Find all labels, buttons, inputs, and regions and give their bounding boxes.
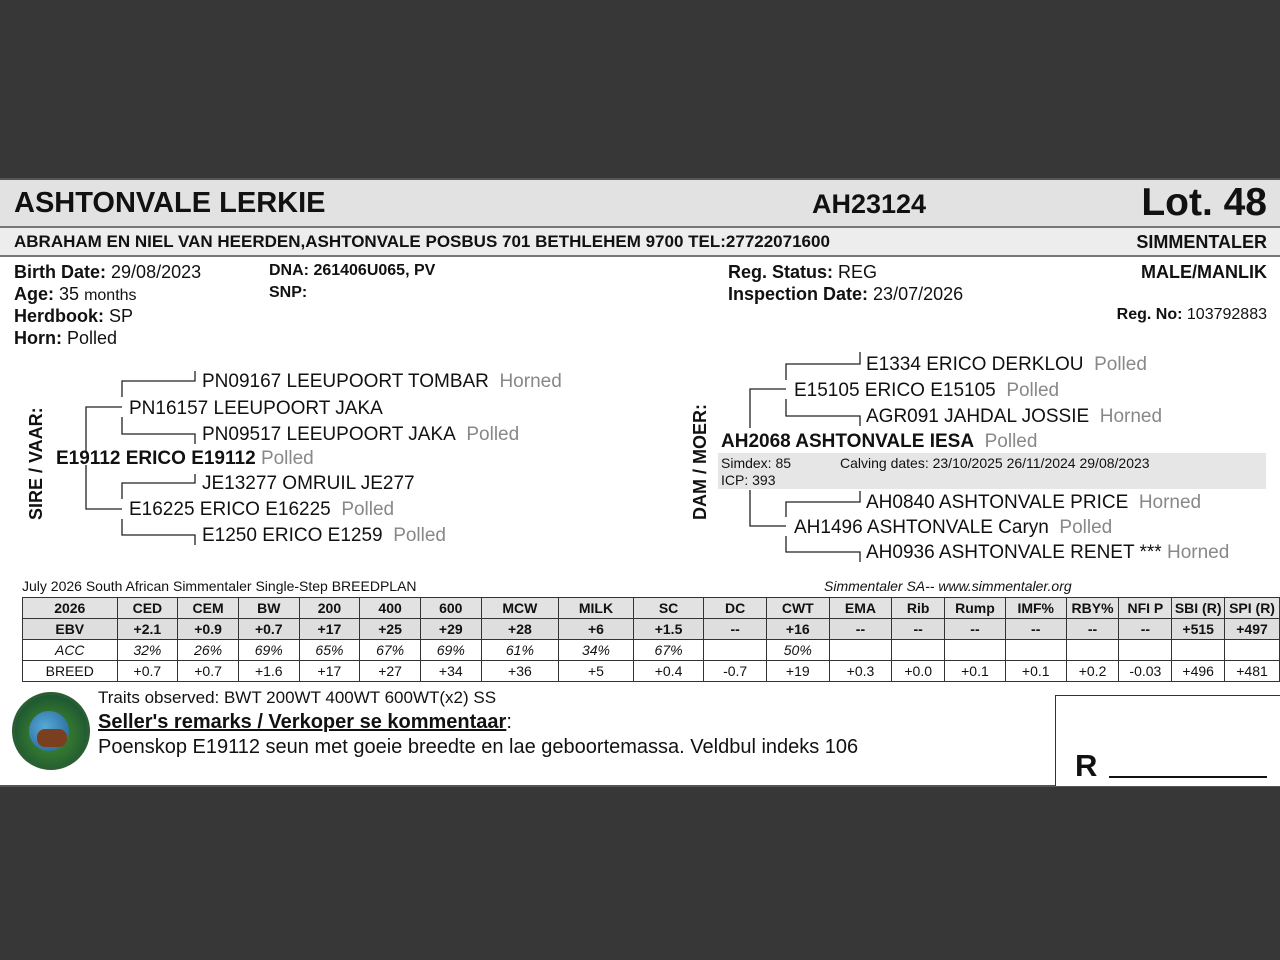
reg-number: Reg. No: 103792883 [1116, 306, 1267, 323]
ebv-cell: +6 [559, 619, 634, 640]
ebv-cell: RBY% [1066, 598, 1119, 619]
ebv-cell: -- [1119, 619, 1172, 640]
ebv-cell: +5 [559, 661, 634, 682]
ebv-cell: NFI P [1119, 598, 1172, 619]
ebv-cell: BW [238, 598, 299, 619]
age: Age: 35 months [14, 284, 137, 304]
ebv-cell: Rump [945, 598, 1006, 619]
breeder-address: ABRAHAM EN NIEL VAN HEERDEN,ASHTONVALE POSBUS 701 BETHLEHEM 9700 TEL:27722071600 [14, 232, 830, 251]
ebv-cell: -0.7 [704, 661, 767, 682]
ebv-cell [1066, 640, 1119, 661]
ebv-cell: 32% [117, 640, 178, 661]
sire-sire-dam: PN09517 LEEUPOORT JAKA Polled [202, 424, 520, 445]
ebv-row [23, 619, 1280, 640]
dam-dam-dam: AH0936 ASHTONVALE RENET *** Horned [866, 542, 1230, 563]
ebv-cell: +36 [481, 661, 559, 682]
ebv-cell: +0.2 [1066, 661, 1119, 682]
ebv-cell: +515 [1172, 619, 1225, 640]
price-r-label: R [1075, 748, 1098, 783]
dam-simdex: Simdex: 85 [721, 455, 792, 471]
breedplan-title: July 2026 South African Simmentaler Single-Step BREEDPLAN [22, 578, 417, 594]
ebv-cell: 50% [766, 640, 829, 661]
breed-name: SIMMENTALER [1136, 232, 1267, 252]
ebv-cell: 69% [420, 640, 481, 661]
ebv-cell: 200 [299, 598, 360, 619]
ebv-cell: +481 [1225, 661, 1280, 682]
ebv-cell: IMF% [1005, 598, 1066, 619]
ebv-cell: MILK [559, 598, 634, 619]
dam-sire: E15105 ERICO E15105 Polled [794, 380, 1060, 401]
ebv-cell: MCW [481, 598, 559, 619]
sex: MALE/MANLIK [1141, 262, 1267, 282]
sire-dam: E16225 ERICO E16225 Polled [129, 499, 395, 520]
ebv-cell: CEM [178, 598, 239, 619]
inspection-date: Inspection Date: 23/07/2026 [728, 284, 964, 304]
traits-observed: Traits observed: BWT 200WT 400WT 600WT(x2) SS [98, 688, 497, 707]
ebv-cell: +16 [766, 619, 829, 640]
dam-dam: AH1496 ASHTONVALE Caryn Polled [794, 517, 1113, 538]
ebv-cell: EBV [23, 619, 118, 640]
dam-sire-dam: AGR091 JAHDAL JOSSIE Horned [866, 406, 1163, 427]
dam-calving-dates: Calving dates: 23/10/2025 26/11/2024 29/08/2023 [840, 455, 1150, 471]
ebv-cell: SC [633, 598, 704, 619]
ebv-cell [1172, 640, 1225, 661]
snp: SNP: [269, 284, 308, 301]
sire-dam-dam: E1250 ERICO E1259 Polled [202, 525, 447, 546]
ebv-cell: Rib [892, 598, 945, 619]
ebv-cell: +0.7 [117, 661, 178, 682]
ebv-cell: CWT [766, 598, 829, 619]
ebv-cell [1225, 640, 1280, 661]
ebv-cell: 34% [559, 640, 634, 661]
ebv-cell: +1.6 [238, 661, 299, 682]
acc-row [23, 640, 1280, 661]
ebv-cell: +0.7 [238, 619, 299, 640]
sire-side-label: SIRE / VAAR: [26, 407, 46, 520]
dam-animal: AH2068 ASHTONVALE IESA Polled [721, 431, 1038, 452]
sire-sire-sire: PN09167 LEEUPOORT TOMBAR Horned [202, 371, 562, 392]
dam-sire-sire: E1334 ERICO DERKLOU Polled [866, 354, 1147, 375]
ebv-cell: EMA [829, 598, 892, 619]
ebv-cell: CED [117, 598, 178, 619]
ebv-cell: +19 [766, 661, 829, 682]
ebv-cell: -- [829, 619, 892, 640]
ebv-cell: +25 [360, 619, 421, 640]
ebv-header-row [23, 598, 1280, 619]
dam-dam-sire: AH0840 ASHTONVALE PRICE Horned [866, 492, 1202, 513]
ebv-cell: +497 [1225, 619, 1280, 640]
seller-remarks-heading: Seller's remarks / Verkoper se kommentaar: [98, 711, 512, 733]
ebv-cell [704, 640, 767, 661]
ebv-cell: +1.5 [633, 619, 704, 640]
ebv-cell [945, 640, 1006, 661]
ebv-cell: +496 [1172, 661, 1225, 682]
ebv-cell [1005, 640, 1066, 661]
ebv-cell: +0.1 [1005, 661, 1066, 682]
ebv-cell: -- [1005, 619, 1066, 640]
ebv-cell: -0.03 [1119, 661, 1172, 682]
sire-sire: PN16157 LEEUPOORT JAKA [129, 398, 383, 419]
ebv-cell: +34 [420, 661, 481, 682]
reg-status: Reg. Status: REG [728, 262, 878, 282]
ebv-cell: ACC [23, 640, 118, 661]
ebv-cell: +27 [360, 661, 421, 682]
ebv-cell: 400 [360, 598, 421, 619]
ebv-cell: +0.1 [945, 661, 1006, 682]
ebv-cell: +29 [420, 619, 481, 640]
price-box [1055, 695, 1280, 786]
ebv-cell: 600 [420, 598, 481, 619]
ebv-cell: +2.1 [117, 619, 178, 640]
ebv-cell: 65% [299, 640, 360, 661]
ebv-cell: +0.7 [178, 661, 239, 682]
dam-side-label: DAM / MOER: [690, 404, 710, 520]
ebv-cell: BREED [23, 661, 118, 682]
breed-row [23, 661, 1280, 682]
ebv-cell: 67% [633, 640, 704, 661]
ebv-cell: -- [1066, 619, 1119, 640]
ebv-cell: 61% [481, 640, 559, 661]
lot-number: Lot. 48 [1141, 181, 1267, 224]
ebv-cell: 67% [360, 640, 421, 661]
birth-date: Birth Date: 29/08/2023 [14, 262, 202, 282]
ebv-cell [829, 640, 892, 661]
lot-card [0, 178, 1280, 787]
ebv-cell: +17 [299, 661, 360, 682]
animal-id: AH23124 [812, 189, 927, 219]
ebv-cell: +0.9 [178, 619, 239, 640]
ebv-cell: +0.3 [829, 661, 892, 682]
horn-status: Horn: Polled [14, 328, 118, 348]
ebv-cell: +17 [299, 619, 360, 640]
price-line [1109, 776, 1267, 778]
ebv-cell: DC [704, 598, 767, 619]
cow-icon [37, 729, 67, 747]
sire-dam-sire: JE13277 OMRUIL JE277 [202, 473, 415, 494]
simmentaler-logo [12, 692, 90, 770]
ebv-cell: 2026 [23, 598, 118, 619]
ebv-cell: +0.0 [892, 661, 945, 682]
ebv-cell [892, 640, 945, 661]
herdbook: Herdbook: SP [14, 306, 134, 326]
dna: DNA: 261406U065, PV [269, 262, 436, 279]
seller-remarks-text: Poenskop E19112 seun met goeie breedte en lae geboortemassa. Veldbul indeks 106 [98, 736, 859, 758]
ebv-cell: -- [704, 619, 767, 640]
ebv-cell: +28 [481, 619, 559, 640]
ebv-cell: +0.4 [633, 661, 704, 682]
ebv-cell: -- [945, 619, 1006, 640]
ebv-table [22, 597, 1280, 682]
ebv-cell: 26% [178, 640, 239, 661]
ebv-cell: SPI (R) [1225, 598, 1280, 619]
dam-icp: ICP: 393 [721, 472, 776, 488]
ebv-cell: -- [892, 619, 945, 640]
animal-name: ASHTONVALE LERKIE [14, 187, 326, 219]
breedplan-website: Simmentaler SA-- www.simmentaler.org [824, 578, 1072, 594]
sire-animal: E19112 ERICO E19112 Polled [56, 448, 314, 469]
ebv-cell [1119, 640, 1172, 661]
ebv-cell: SBI (R) [1172, 598, 1225, 619]
ebv-cell: 69% [238, 640, 299, 661]
